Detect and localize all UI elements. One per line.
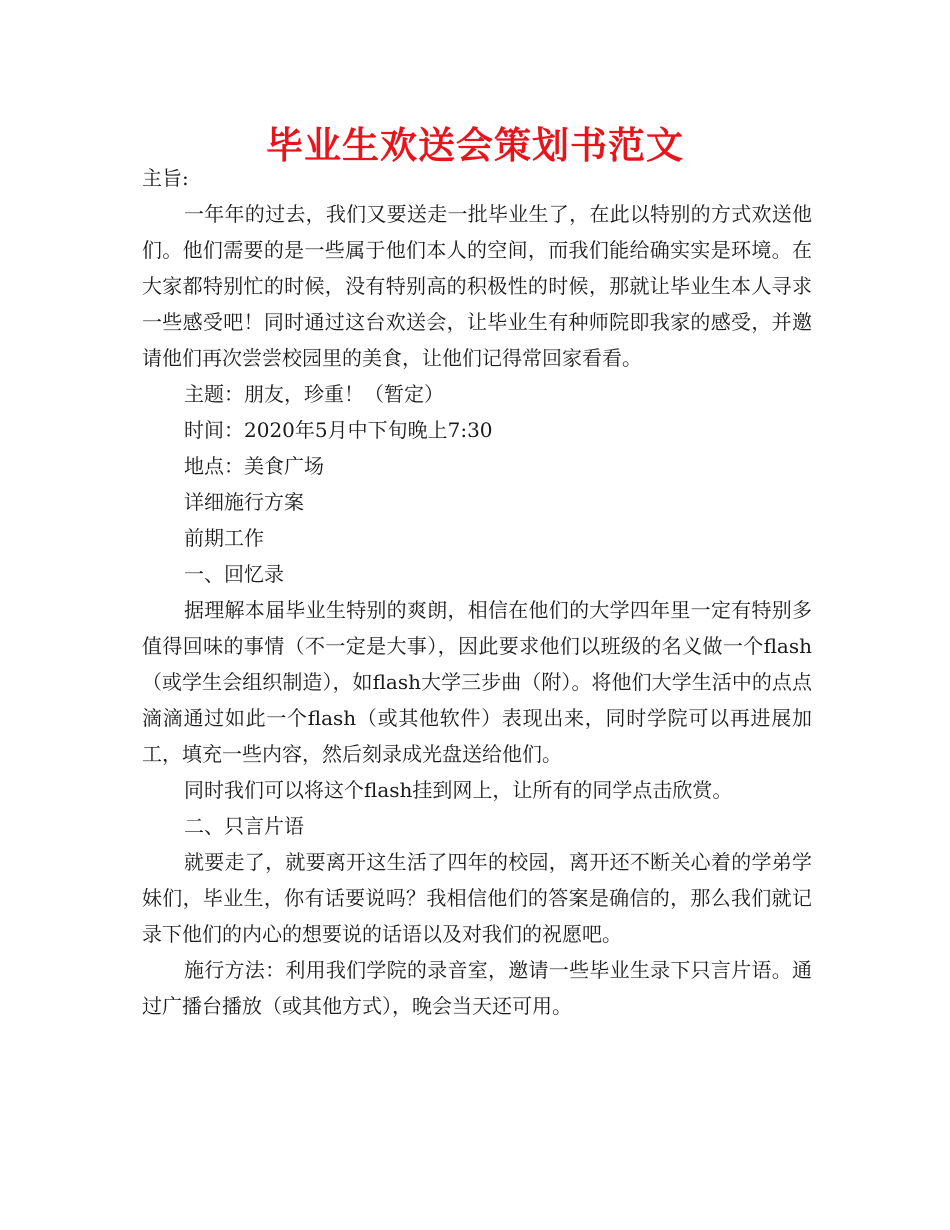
paragraph: 就要走了，就要离开这生活了四年的校园，离开还不断关心着的学弟学妹们，毕业生，你有话要说吗？我相信他们的答案是确信的，那么我们就记录下他们的内心的想要说的话语以及对我们的祝愿吧。 (142, 850, 812, 946)
document-body (142, 160, 812, 1024)
paragraph: 时间：2020年5月中下旬晚上7:30 (184, 418, 493, 442)
paragraph: 主题：朋友，珍重！（暂定） (184, 382, 444, 406)
paragraph: 地点：美食广场 (184, 454, 324, 478)
paragraph: 施行方法：利用我们学院的录音室，邀请一些毕业生录下只言片语。通过广播台播放（或其他方式），晚会当天还可用。 (142, 958, 812, 1018)
paragraph: 详细施行方案 (184, 490, 304, 514)
paragraph: 主旨: (142, 166, 189, 190)
paragraph: 一、回忆录 (184, 562, 284, 586)
paragraph: 二、只言片语 (184, 814, 304, 838)
paragraph: 一年年的过去，我们又要送走一批毕业生了，在此以特别的方式欢送他们。他们需要的是一些属于他们本人的空间，而我们能给确实实是环境。在大家都特别忙的时候，没有特别高的积极性的时候，那就让毕业生本人寻求一些感受吧！同时通过这台欢送会，让毕业生有种师院即我家的感受，并邀请他们再次尝尝校园里的美食，让他们记得常回家看看。 (142, 202, 812, 370)
paragraph: 前期工作 (184, 526, 264, 550)
paragraph: 据理解本届毕业生特别的爽朗，相信在他们的大学四年里一定有特别多值得回味的事情（不一定是大事），因此要求他们以班级的名义做一个flash（或学生会组织制造），如flash大学三步曲（附）。将他们大学生活中的点点滴滴通过如此一个flash（或其他软件）表现出来，同时学院可以再进展加工，填充一些内容，然后刻录成光盘送给他们。 (142, 598, 812, 766)
paragraph: 同时我们可以将这个flash挂到网上，让所有的同学点击欣赏。 (184, 778, 733, 802)
document-title: 毕业生欢送会策划书范文 (266, 124, 684, 167)
